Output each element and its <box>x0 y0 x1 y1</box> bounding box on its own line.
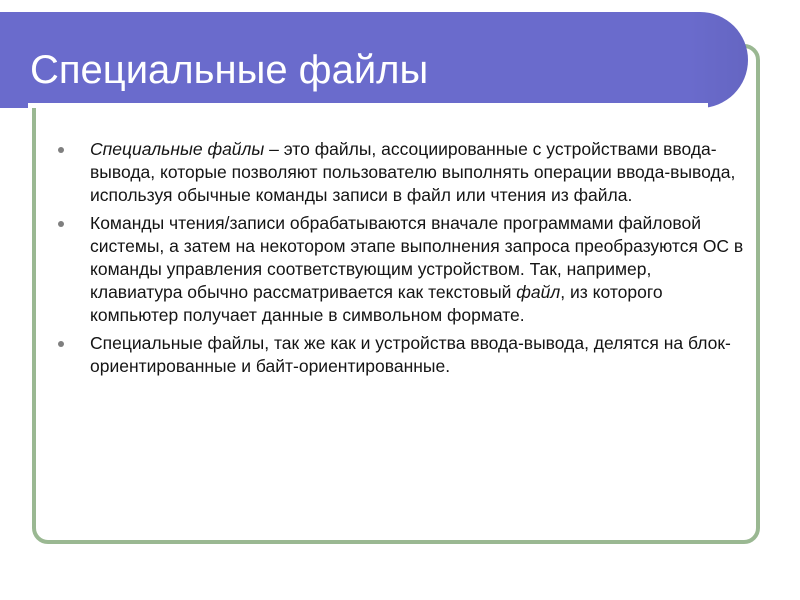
bullet-text: – это файлы, ассоциированные с устройствами ввода-вывода, которые позволяют пользователю выполнять операции ввода-вывода, используя обычные команды записи в файл или чтения из файла. <box>90 139 736 205</box>
bullet-list <box>58 138 748 383</box>
title-band <box>0 12 748 108</box>
slide-title: Специальные файлы <box>30 48 429 92</box>
bullet-text: , из которого компьютер получает данные в символьном формате. <box>90 282 663 325</box>
bullet-dot-icon <box>58 147 64 153</box>
bullet-dot-icon <box>58 221 64 227</box>
title-underline <box>28 103 708 108</box>
term-file: файл <box>516 282 561 302</box>
term-special-files: Специальные файлы <box>90 139 265 159</box>
bullet-item <box>58 212 748 327</box>
bullet-item <box>58 332 748 378</box>
bullet-text: Команды чтения/записи обрабатываются вначале программами файловой системы, а затем на некотором этапе выполнения запроса преобразуются ОС в команды управления соответствующим устройством. Так, например, клавиатура обычно рассматривается как текстовый <box>90 213 744 302</box>
bullet-text: Специальные файлы, так же как и устройства ввода-вывода, делятся на блок-ориентированные и байт-ориентированные. <box>90 333 731 376</box>
bullet-dot-icon <box>58 341 64 347</box>
bullet-item <box>58 138 748 207</box>
